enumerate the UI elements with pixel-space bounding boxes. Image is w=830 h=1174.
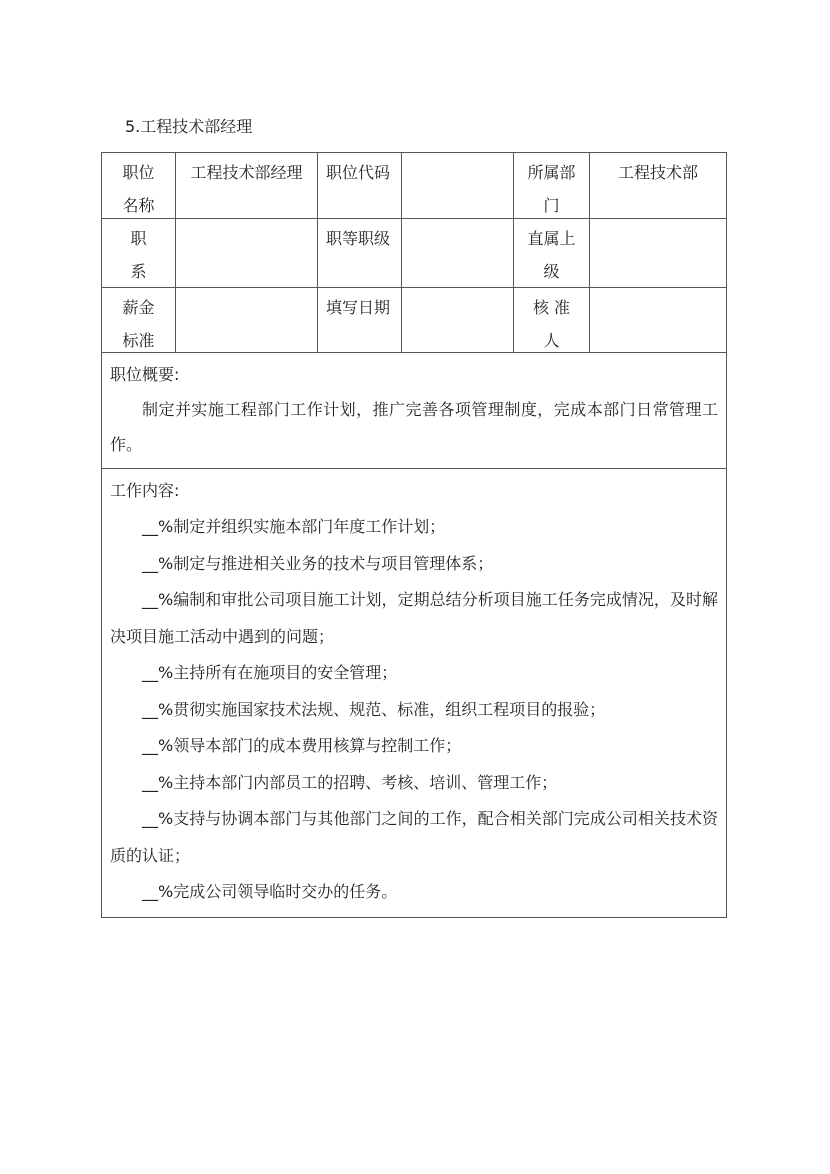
- value-grade: [402, 219, 514, 288]
- label-salary: 薪金标准: [102, 288, 176, 353]
- list-item: __%贯彻实施国家技术法规、规范、标准，组织工程项目的报验；: [142, 699, 606, 719]
- list-item: __%制定并组织实施本部门年度工作计划；: [142, 517, 446, 536]
- label-position-name: 职位名称: [102, 153, 176, 219]
- label-supervisor: 直属上级: [514, 219, 590, 288]
- value-position-code: [402, 153, 514, 219]
- info-grid: [102, 153, 726, 353]
- label-position-code: 职位代码: [318, 153, 402, 219]
- summary-text: 制定并实施工程部门工作计划，推广完善各项管理制度，完成本部门日常管理工作。: [110, 400, 718, 454]
- list-item: __%完成公司领导临时交办的任务。: [142, 882, 398, 901]
- label-fill-date: 填写日期: [318, 288, 402, 353]
- value-position-name: 工程技术部经理: [176, 153, 318, 219]
- list-item: __%支持与协调本部门与其他部门之间的工作，配合相关部门完成公司相关技术资质的认证；: [110, 809, 718, 865]
- value-approver: [590, 288, 726, 353]
- value-fill-date: [402, 288, 514, 353]
- list-item: __%编制和审批公司项目施工计划，定期总结分析项目施工任务完成情况，及时解决项目施工活动中遇到的问题；: [110, 590, 718, 646]
- section-title: 5.工程技术部经理: [125, 117, 253, 136]
- list-item: __%主持本部门内部员工的招聘、考核、培训、管理工作；: [142, 772, 558, 792]
- value-department: 工程技术部: [590, 153, 726, 219]
- list-item: __%领导本部门的成本费用核算与控制工作；: [142, 736, 462, 755]
- label-grade: 职等职级: [318, 219, 402, 288]
- label-department: 所属部门: [514, 153, 590, 219]
- label-job-family: 职 系: [102, 219, 176, 288]
- label-approver: 核 准人: [514, 288, 590, 353]
- value-salary: [176, 288, 318, 353]
- value-supervisor: [590, 219, 726, 288]
- job-description-table: [101, 152, 727, 918]
- list-item: __%制定与推进相关业务的技术与项目管理体系；: [142, 553, 494, 573]
- list-item: __%主持所有在施项目的安全管理；: [142, 663, 398, 682]
- work-heading: 工作内容:: [110, 481, 180, 500]
- summary-heading: 职位概要:: [110, 365, 180, 384]
- summary-section: [102, 353, 726, 469]
- value-job-family: [176, 219, 318, 288]
- work-section: [102, 469, 726, 917]
